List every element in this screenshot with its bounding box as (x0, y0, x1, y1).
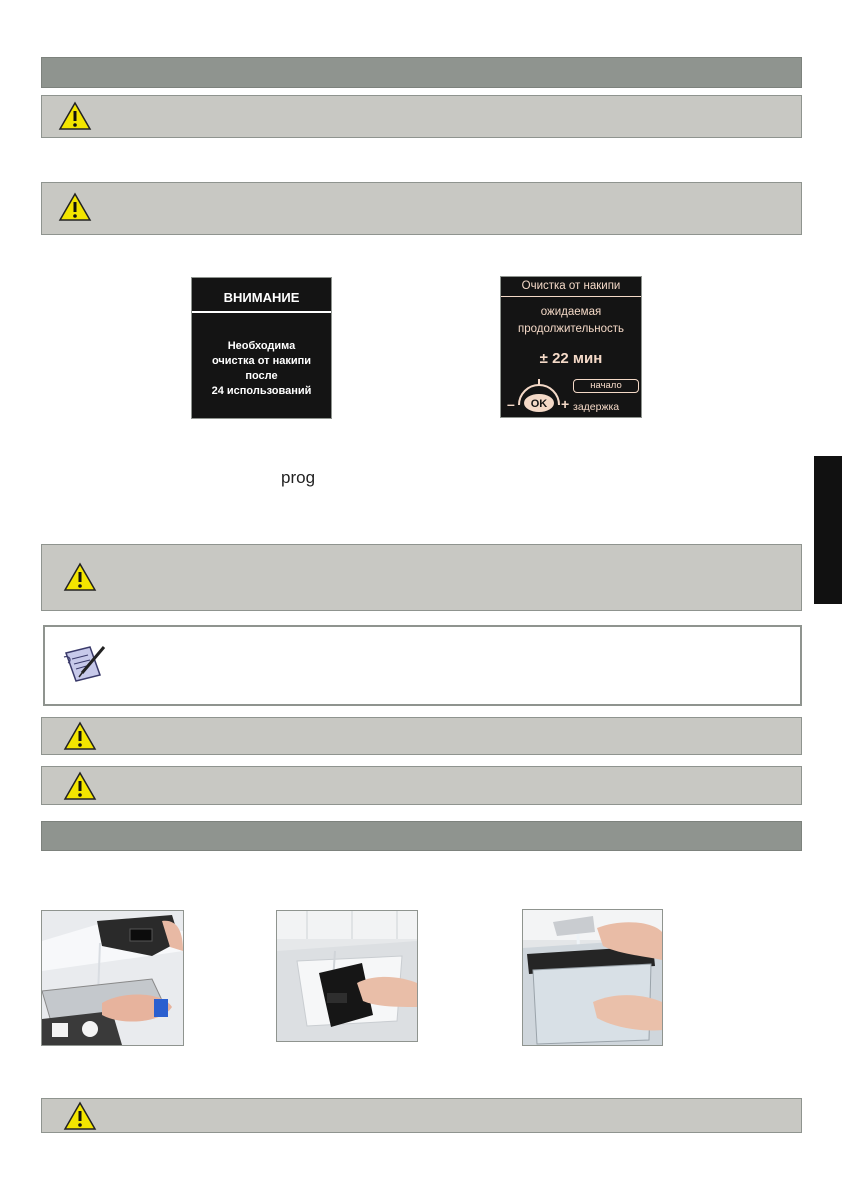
display-line: ожидаемая (540, 306, 602, 318)
display-attention (191, 277, 332, 419)
ok-dial-icon (505, 375, 573, 415)
display-divider (501, 296, 641, 297)
warning-box (41, 766, 802, 805)
note-box (43, 625, 802, 706)
warning-box (41, 182, 802, 235)
display-descale-title: Очистка от накипи (521, 280, 621, 292)
display-attention-title: ВНИМАНИЕ (223, 290, 300, 305)
note-pen-icon (60, 641, 108, 687)
start-option: начало (573, 379, 639, 393)
section-header-bar (41, 821, 802, 851)
section-header-bar (41, 57, 802, 88)
photo-remove-filter-holder (276, 910, 418, 1042)
minus-label: – (507, 396, 515, 412)
warning-box (41, 95, 802, 138)
photo-rinse-reservoir-lid (41, 910, 184, 1046)
prog-button-label: prog (281, 468, 316, 487)
display-line: очистка от накипи (211, 355, 312, 367)
display-attention-message (192, 339, 331, 399)
display-line: после (245, 370, 278, 382)
warning-box (41, 544, 802, 611)
display-duration: ± 22 мин (539, 350, 603, 367)
display-descale (500, 276, 642, 418)
display-divider (192, 311, 331, 313)
side-language-tab (814, 456, 842, 604)
display-line: 24 использований (211, 385, 312, 397)
photo-rinse-water-tank (522, 909, 663, 1046)
warning-icon (58, 192, 92, 222)
warning-box (41, 1098, 802, 1133)
warning-box (41, 717, 802, 755)
ok-label: OK (530, 398, 548, 410)
display-line: продолжительность (517, 323, 625, 335)
plus-label: + (561, 396, 570, 412)
delay-option: задержка (573, 401, 620, 413)
warning-icon (63, 721, 97, 751)
warning-icon (63, 1101, 97, 1131)
warning-icon (58, 101, 92, 131)
warning-icon (63, 562, 97, 592)
display-line: Необходима (227, 340, 296, 352)
warning-icon (63, 771, 97, 801)
